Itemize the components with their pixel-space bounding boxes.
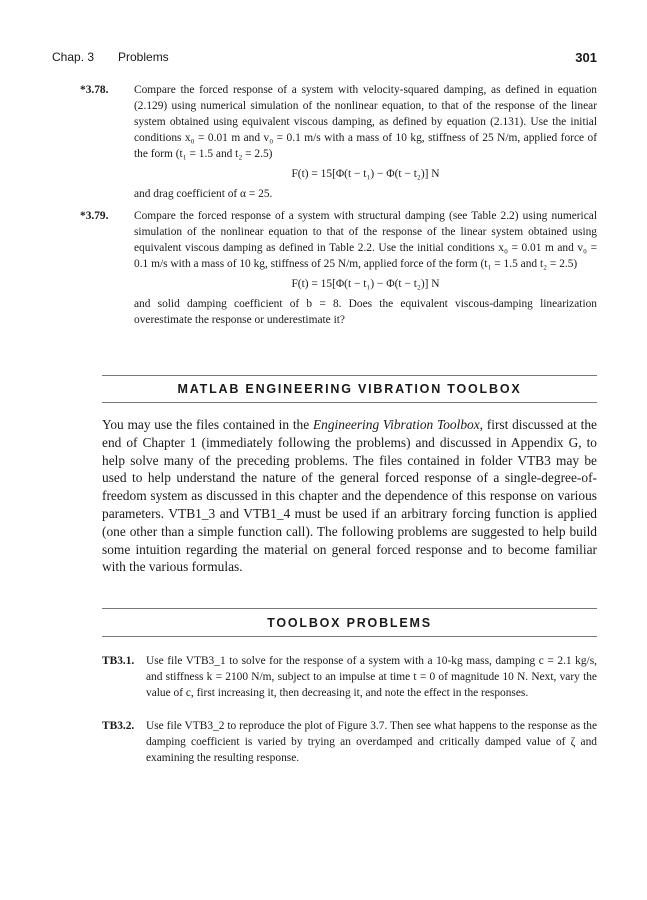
problem-text: Use file VTB3_1 to solve for the response of a system with a 10-kg mass, damping c = 2.1 kg/s, and stiffness k = 2100 N/m, subject to an impulse at time t = 0 of magnitude 10 N. Next, vary the value of c, first increasing it, then decreasing it, and note the effect in the responses. [146, 655, 597, 699]
section-divider [102, 608, 597, 609]
problem-equation: F(t) = 15[Φ(t − t₁) − Φ(t − t₂)] N [291, 168, 440, 180]
toolbox-section-title: TOOLBOX PROBLEMS [267, 616, 432, 630]
para-text-before: You may use the files contained in the [102, 417, 313, 432]
matlab-intro-paragraph [102, 416, 597, 576]
problem-text: Use file VTB3_2 to reproduce the plot of Figure 3.7. Then see what happens to the response as the damping coefficient is varied by trying an overdamped and critically damped value of ζ and examining the resulting response. [146, 720, 597, 764]
para-text-after: , first discussed at the end of Chapter 1 (immediately following the problems) and discussed in Appendix G, to help solve many of the preceding problems. The files contained in folder VTB3 may be used to help understand the nature of the general forced response of a single-degree-of-freedom system as discussed in this chapter and the dependence of this response on various parameters. VTB1_3 and VTB1_4 must be used if an arbitrary forcing function is applied (one other than a simple function call). The following problems are suggested to help build some intuition regarding the material on general forced response and to become familiar with the various formulas. [102, 417, 597, 575]
section-label: Problems [118, 50, 169, 64]
section-divider [102, 375, 597, 376]
matlab-section-title: MATLAB ENGINEERING VIBRATION TOOLBOX [177, 382, 522, 396]
problem-3-78 [80, 82, 597, 202]
problem-continuation: and drag coefficient of α = 25. [134, 188, 273, 200]
problem-3-79 [80, 208, 597, 328]
section-divider [102, 636, 597, 637]
toolbox-name: Engineering Vibration Toolbox [312, 417, 480, 432]
chapter-label: Chap. 3 [52, 50, 95, 64]
toolbox-problem-tb3-1 [102, 653, 597, 701]
toolbox-problem-tb3-2 [102, 718, 597, 766]
problem-number: TB3.1. [102, 655, 135, 667]
problem-number: *3.79. [80, 210, 109, 222]
problem-text: Compare the forced response of a system with structural damping (see Table 2.2) using numerical simulation of the nonlinear equation to that of the response of the linear system obtained using equivalent viscous damping as defined in Table 2.2. Use the initial conditions x₀ = 0.01 m and v₀ = 0.1 m/s with a mass of 10 kg, stiffness of 25 N/m, applied force of the form (t₁ = 1.5 and t₂ = 2.5) [134, 210, 597, 270]
section-divider [102, 402, 597, 403]
problem-text: Compare the forced response of a system with velocity-squared damping, as defined in equation (2.129) using numerical simulation of the nonlinear equation, to that of the response of the linear system obtained using equivalent viscous damping, as defined by equation (2.131). Use the initial conditions x₀ = 0.01 m and v₀ = 0.1 m/s with a mass of 10 kg, stiffness of 25 N/m, applied force of the form (t₁ = 1.5 and t₂ = 2.5) [134, 84, 597, 160]
problem-continuation: and solid damping coefficient of b = 8. Does the equivalent viscous-damping linearization overestimate the response or underestimate it? [134, 298, 597, 326]
page-number: 301 [575, 50, 597, 65]
problem-equation: F(t) = 15[Φ(t − t₁) − Φ(t − t₂)] N [291, 278, 440, 290]
problem-number: *3.78. [80, 84, 109, 96]
problem-number: TB3.2. [102, 720, 135, 732]
page-header [52, 50, 597, 68]
